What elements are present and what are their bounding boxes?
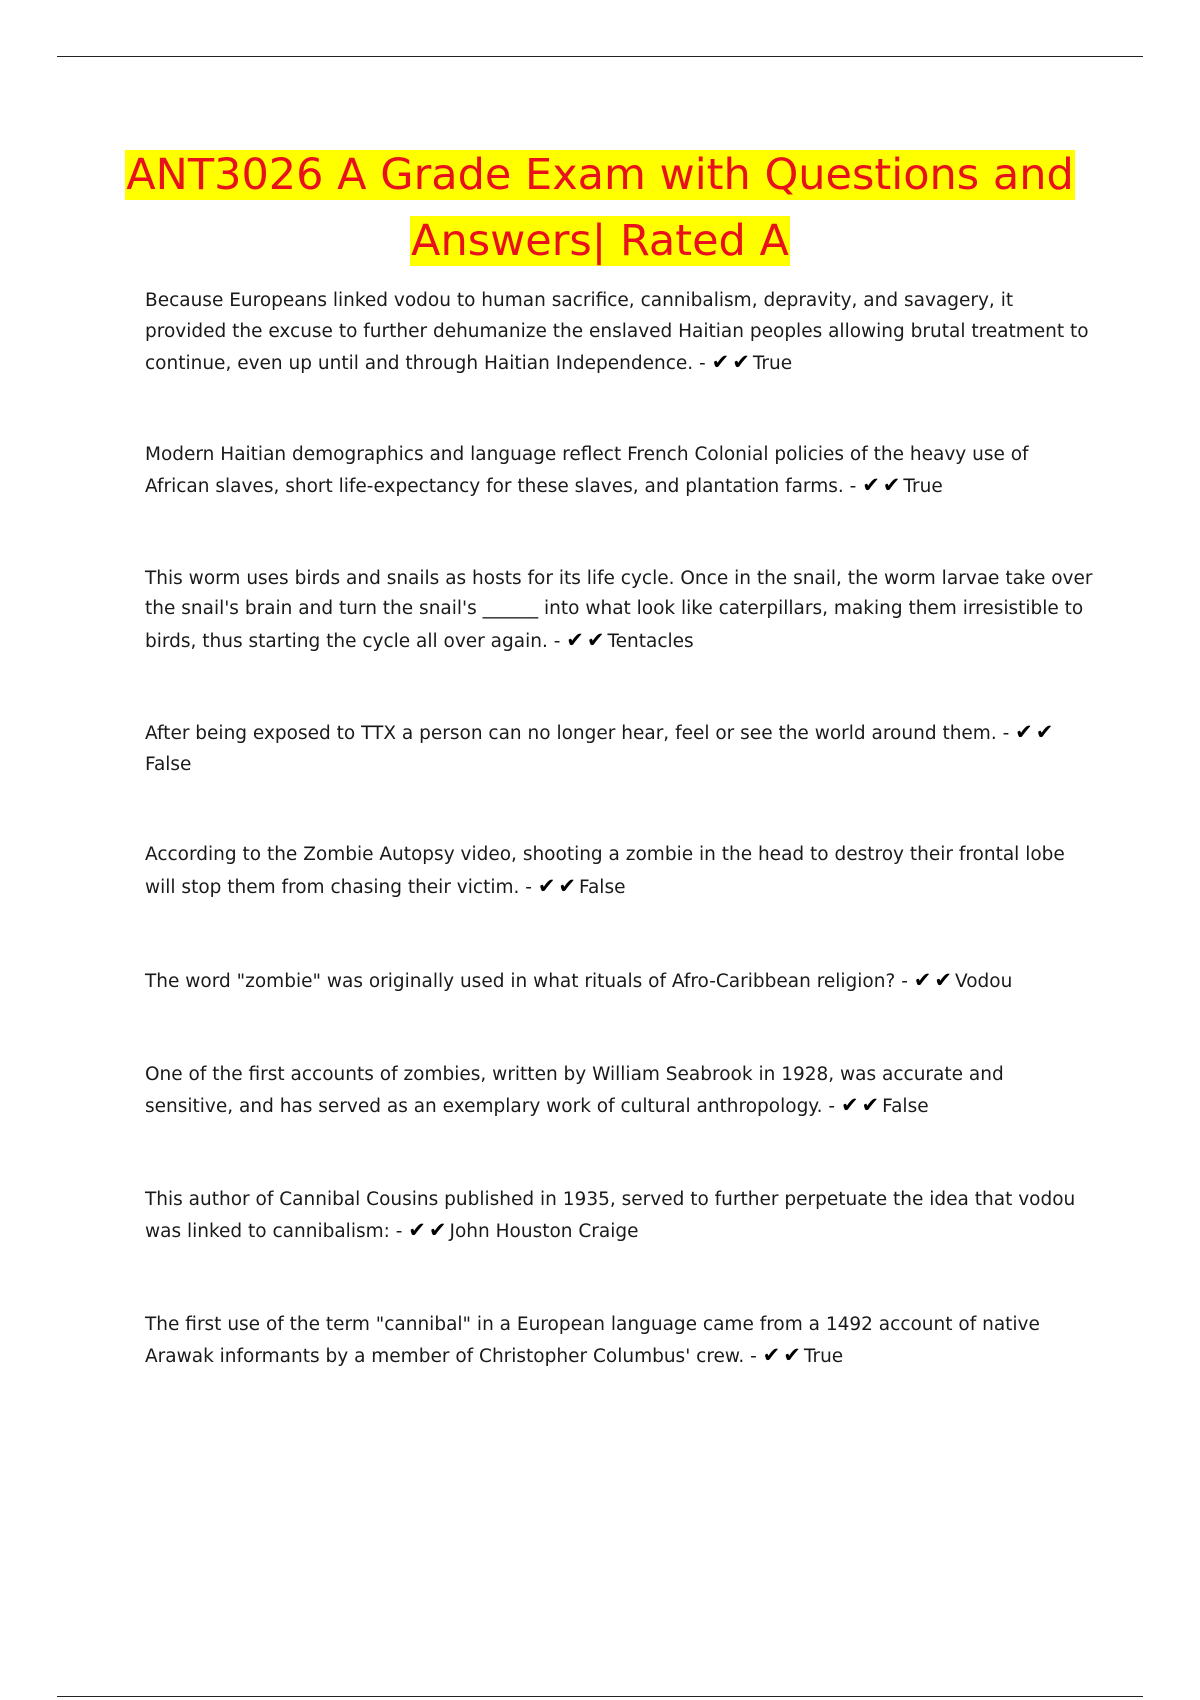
question-text: Because Europeans linked vodou to human sacrifice, cannibalism, depravity, and savagery, it provided the excuse to further dehumanize the enslaved Haitian peoples allowing brutal treatment to continue, even up until and through Haitian Independence.: [145, 290, 1089, 374]
check-icon: ✔: [882, 473, 901, 497]
check-icon: ✔: [934, 968, 952, 992]
answer-text: Vodou: [954, 971, 1013, 992]
answer-text: True: [752, 353, 793, 374]
qa-item: [145, 564, 1095, 658]
check-icon: ✔: [840, 1093, 859, 1117]
question-text: The first use of the term "cannibal" in a European language came from a 1492 account of native Arawak informants by a member of Christopher Columbus' crew.: [145, 1313, 1040, 1367]
answer-text: True: [803, 1346, 844, 1367]
qa-item: [145, 717, 1095, 780]
document-title: [100, 142, 1100, 274]
check-icon: ✔: [537, 873, 556, 898]
question-text: This worm uses birds and snails as hosts for its life cycle. Once in the snail, the worm larvae take over the snail's brain and turn the snail's ______ into what look like caterpillars, making them irresistible to birds, thus starting the cycle all over again.: [145, 567, 1093, 652]
check-icon: ✔: [1015, 720, 1033, 744]
qa-item: [145, 1185, 1095, 1248]
check-icon: ✔: [861, 1093, 880, 1117]
qa-item: [145, 440, 1095, 503]
separator: -: [547, 630, 567, 652]
question-text: According to the Zombie Autopsy video, shooting a zombie in the head to destroy their frontal lobe will stop them from chasing their victim.: [145, 844, 1065, 898]
qa-item: [145, 840, 1095, 903]
answer-text: False: [579, 876, 626, 898]
answer-text: True: [903, 476, 943, 497]
check-icon: ✔: [586, 627, 605, 652]
separator: -: [843, 476, 863, 497]
answer-text: False: [145, 753, 192, 775]
qa-item: [145, 1310, 1095, 1373]
separator: -: [996, 723, 1016, 744]
check-icon: ✔: [862, 473, 880, 497]
separator: -: [895, 971, 914, 992]
separator: -: [519, 876, 538, 898]
question-text: After being exposed to TTX a person can no longer hear, feel or see the world around them.: [145, 723, 997, 744]
separator: -: [744, 1346, 763, 1367]
check-icon: ✔: [428, 1218, 447, 1242]
qa-item: [145, 965, 1095, 998]
question-text: Modern Haitian demographics and language reflect French Colonial policies of the heavy use of African slaves, short life-expectancy for these slaves, and plantation farms.: [145, 443, 1029, 497]
qa-item: [145, 286, 1095, 380]
separator: -: [389, 1221, 409, 1242]
bottom-rule: [57, 1696, 1143, 1697]
check-icon: ✔: [558, 873, 577, 898]
check-icon: ✔: [913, 968, 932, 992]
check-icon: ✔: [566, 627, 584, 652]
answer-text: Tentacles: [607, 630, 694, 652]
separator: -: [822, 1096, 841, 1117]
question-text: One of the first accounts of zombies, written by William Seabrook in 1928, was accurate and sensitive, and has served as an exemplary work of cultural anthropology.: [145, 1063, 1004, 1117]
check-icon: ✔: [1035, 720, 1054, 744]
answer-text: John Houston Craige: [449, 1221, 639, 1242]
question-text: The word "zombie" was originally used in what rituals of Afro-Caribbean religion?: [145, 971, 896, 992]
qa-list: [145, 286, 1095, 1373]
check-icon: ✔: [732, 350, 750, 374]
check-icon: ✔: [408, 1218, 426, 1242]
title-line-2: Answers| Rated A: [411, 216, 789, 266]
title-line-1: ANT3026 A Grade Exam with Questions and: [126, 150, 1074, 200]
question-text: This author of Cannibal Cousins published in 1935, served to further perpetuate the idea that vodou was linked to cannibalism:: [145, 1188, 1076, 1242]
check-icon: ✔: [762, 1343, 781, 1367]
separator: -: [693, 353, 712, 374]
answer-text: False: [882, 1096, 929, 1117]
check-icon: ✔: [783, 1343, 801, 1367]
check-icon: ✔: [711, 350, 730, 374]
top-rule: [57, 56, 1143, 57]
qa-item: [145, 1060, 1095, 1123]
